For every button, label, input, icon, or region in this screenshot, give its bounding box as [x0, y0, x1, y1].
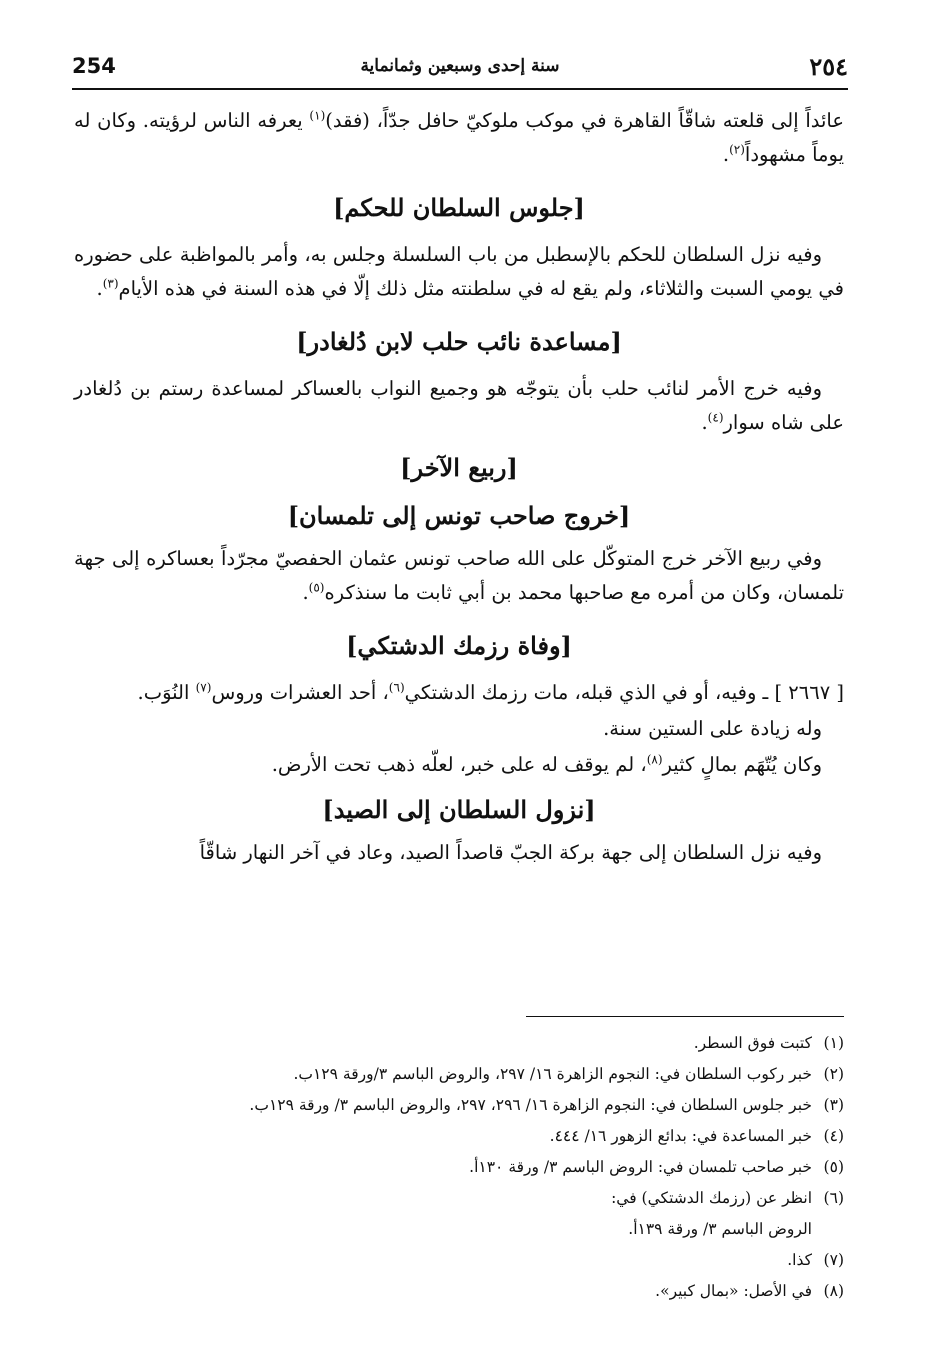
main-text [74, 104, 844, 872]
footnote-ref-8: (٨) [646, 752, 663, 767]
page-number-arabic: ٢٥٤ [809, 52, 848, 81]
footnotes [100, 1028, 844, 1307]
paragraph-2: وفيه نزل السلطان للحكم بالإسطبل من باب السلسلة وجلس به، وأمر بالمواظبة على حضوره في يومي السبت والثلاثاء، ولم يقع له في سلطنته مثل ذلك إلّا في هذه السنة في هذه الأيام$^{(٣)}$. [74, 243, 844, 300]
footnote-item: (١) كتبت فوق السطر. [693, 1034, 844, 1052]
footnote-item: (٥) خبر صاحب تلمسان في: الروض الباسم ٣/ ورقة ١٣٠أ. [469, 1158, 844, 1176]
footnote-divider [526, 1016, 844, 1017]
footnote-ref-7: (٧) [195, 680, 212, 695]
footnote-ref-2: (٢) [729, 142, 745, 157]
page-header [72, 52, 848, 90]
footnote-ref-1: (١) [309, 108, 326, 123]
section-heading-month: [ربيع الآخر] [400, 453, 518, 482]
footnote-item: (٣) خبر جلوس السلطان في: النجوم الزاهرة ١٦/ ٢٩٦، ٢٩٧، والروض الباسم ٣/ ورقة ١٢٩ب. [249, 1096, 844, 1114]
paragraph-3: وفيه خرج الأمر لنائب حلب بأن يتوجّه هو وجميع النواب بالعساكر لمساعدة رستم بن دُلغادر على شاه سوار$^{(٤)}$. [74, 377, 844, 434]
paragraph-5: [ ٢٦٦٧ ] ـ وفيه، أو في الذي قبله، مات رزمك الدشتكي$^{(٦)}$، أحد العشرات وروس$^{(٧)}$ النُوَب. [137, 680, 844, 704]
section-heading-death: [وفاة رزمك الدشتكي] [346, 631, 572, 660]
section-heading-ruling: [جلوس السلطان للحكم] [333, 193, 585, 222]
entry-number: [ ٢٦٦٧ ] [774, 681, 844, 704]
footnote-continuation: الروض الباسم ٣/ ورقة ١٣٩أ. [628, 1220, 812, 1238]
footnote-item: (٦) انظر عن (رزمك الدشتكي) في: [611, 1189, 844, 1207]
footnote-ref-5: (٥) [308, 580, 325, 595]
page-number-latin: 254 [72, 54, 116, 78]
footnote-item: (٧) كذا. [787, 1251, 844, 1269]
paragraph-6: وله زيادة على الستين سنة. [603, 717, 822, 740]
footnote-ref-4: (٤) [707, 410, 724, 425]
section-heading-hunting: [نزول السلطان إلى الصيد] [322, 795, 596, 824]
running-title: سنة إحدى وسبعين وثمانماية [360, 56, 560, 76]
footnote-ref-6: (٦) [388, 680, 405, 695]
footnote-ref-3: (٣) [102, 276, 119, 291]
section-heading-tunis: [خروج صاحب تونس إلى تلمسان] [287, 501, 631, 530]
footnote-item: (٨) في الأصل: «بمال كبير». [655, 1282, 844, 1300]
section-heading-aleppo: [مساعدة نائب حلب لابن دُلغادر] [296, 327, 622, 356]
footnote-item: (٤) خبر المساعدة في: بدائع الزهور ١٦/ ٤٤٤. [549, 1127, 844, 1145]
footnote-item: (٢) خبر ركوب السلطان في: النجوم الزاهرة ١٦/ ٢٩٧، والروض الباسم ٣/ورقة ١٢٩ب. [293, 1065, 844, 1083]
paragraph-8: وفيه نزل السلطان إلى جهة بركة الجبّ قاصداً الصيد، وعاد في آخر النهار شاقّاً [199, 841, 822, 864]
paragraph-4: وفي ربيع الآخر خرج المتوكّل على الله صاحب تونس عثمان الحفصيّ مجرّداً بعساكره إلى جهة تلمسان، وكان من أمره مع صاحبها محمد بن أبي ثابت ما سنذكره$^{(٥)}$. [74, 547, 844, 604]
paragraph-1: عائداً إلى قلعته شاقّاً القاهرة في موكب ملوكيّ حافل جدّاً، (فقد)$^{(١)}$ يعرفه الناس لرؤيته. وكان له يوماً مشهوداً$^{(٢)}$. [74, 108, 844, 166]
paragraph-7: وكان يُتّهَم بمالٍ كثير$^{(٨)}$، لم يوقف له على خبر، لعلّه ذهب تحت الأرض. [271, 752, 822, 776]
